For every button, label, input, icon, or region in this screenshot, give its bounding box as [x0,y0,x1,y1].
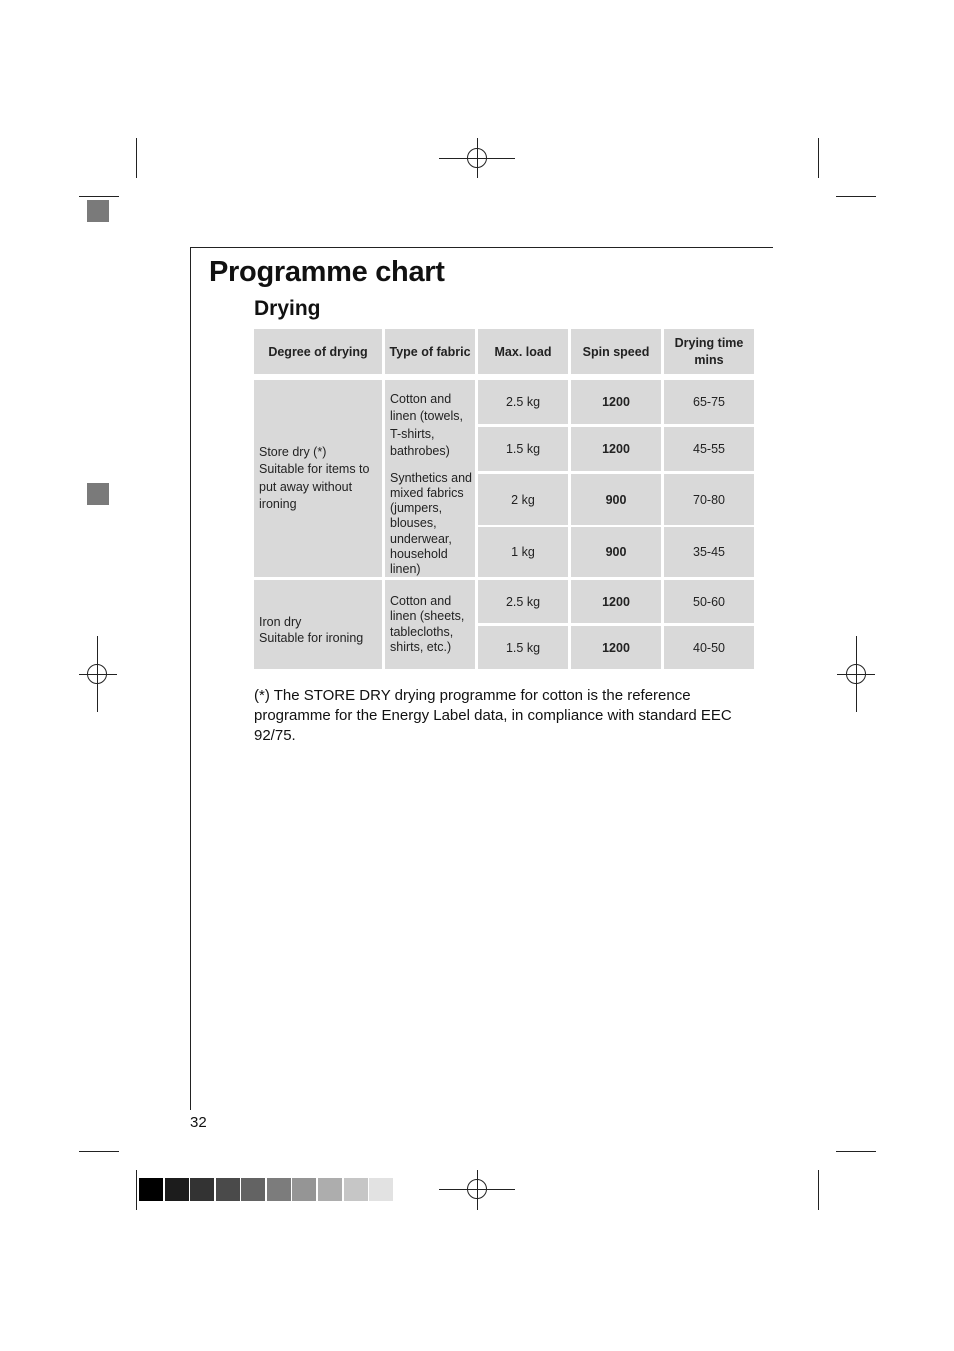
time-cell: 65-75 [664,380,754,424]
registration-circle-icon [467,1179,487,1199]
fabric-line: household [390,546,448,561]
crop-mark [79,196,119,197]
degree-line: Iron dry [259,615,302,630]
degree-line: Suitable for items to [259,462,370,476]
load-cell: 1.5 kg [478,427,568,471]
time-cell: 40-50 [664,626,754,669]
fabric-line: mixed fabrics [390,486,464,500]
spin-cell: 1200 [571,580,661,623]
crop-mark [818,1170,819,1210]
registration-circle-icon [846,664,866,684]
fabric-cell-cotton-towels [385,380,475,471]
footnote: (*) The STORE DRY drying programme for cotton is the reference programme for the Energy Label data, in compliance with standard EEC 92/75. [254,687,732,744]
fabric-line: blouses, [390,516,437,531]
fabric-line: tablecloths, [390,624,454,639]
header-drying-time-unit: mins [694,352,724,367]
crop-mark [836,1151,876,1152]
degree-line: Suitable for ironing [259,630,364,645]
degree-cell-store-dry [254,380,382,577]
degree-line: put away without [259,479,353,494]
header-drying-time [664,329,754,374]
time-cell: 50-60 [664,580,754,623]
fabric-line: underwear, [390,531,452,546]
crop-mark [79,1151,119,1152]
spin-cell: 900 [571,527,661,577]
registration-circle-icon [87,664,107,684]
color-swatch [344,1178,368,1201]
crop-mark [836,196,876,197]
page-top-rule [190,247,773,248]
load-cell: 2 kg [478,474,568,525]
header-spin-speed: Spin speed [571,329,661,374]
spin-cell: 1200 [571,427,661,471]
header-max-load: Max. load [478,329,568,374]
crop-mark [818,138,819,178]
time-cell: 35-45 [664,527,754,577]
color-swatch [292,1178,316,1201]
degree-line: Store dry (*) [259,444,327,459]
spin-cell: 900 [571,474,661,525]
fabric-cell-synthetics [385,471,475,577]
section-title: Drying [254,297,321,320]
header-degree-of-drying: Degree of drying [254,329,382,374]
fabric-line: Synthetics and [390,470,472,485]
color-swatch [241,1178,265,1201]
spin-cell: 1200 [571,380,661,424]
color-swatch [165,1178,189,1201]
page-title: Programme chart [209,256,445,288]
fabric-line: linen (towels, [390,409,463,423]
load-cell: 1.5 kg [478,626,568,669]
fabric-line: linen (sheets, [390,609,465,624]
crop-mark [136,138,137,178]
side-marker-block [87,483,109,505]
spin-cell: 1200 [571,626,661,669]
fabric-line: linen) [390,562,421,577]
fabric-line: (jumpers, [390,501,443,516]
color-swatch [216,1178,240,1201]
color-swatch [318,1178,342,1201]
header-drying-time-line: Drying time [674,335,744,350]
registration-circle-icon [467,148,487,168]
color-swatch [139,1178,163,1201]
page-left-rule [190,247,191,1110]
fabric-line: T-shirts, [390,426,435,441]
degree-line: ironing [259,497,297,511]
color-swatch [190,1178,214,1201]
time-cell: 70-80 [664,474,754,525]
fabric-cell-cotton-sheets [385,580,475,669]
load-cell: 2.5 kg [478,580,568,623]
color-swatch [369,1178,393,1201]
fabric-line: Cotton and [390,391,452,406]
header-type-of-fabric: Type of fabric [385,329,475,374]
fabric-line: bathrobes) [390,444,450,458]
fabric-line: shirts, etc.) [390,639,452,654]
page-number: 32 [190,1114,207,1131]
load-cell: 1 kg [478,527,568,577]
crop-mark [136,1170,137,1210]
degree-cell-iron-dry [254,580,382,669]
side-marker-block [87,200,109,222]
color-swatch [267,1178,291,1201]
fabric-line: Cotton and [390,594,452,609]
time-cell: 45-55 [664,427,754,471]
load-cell: 2.5 kg [478,380,568,424]
